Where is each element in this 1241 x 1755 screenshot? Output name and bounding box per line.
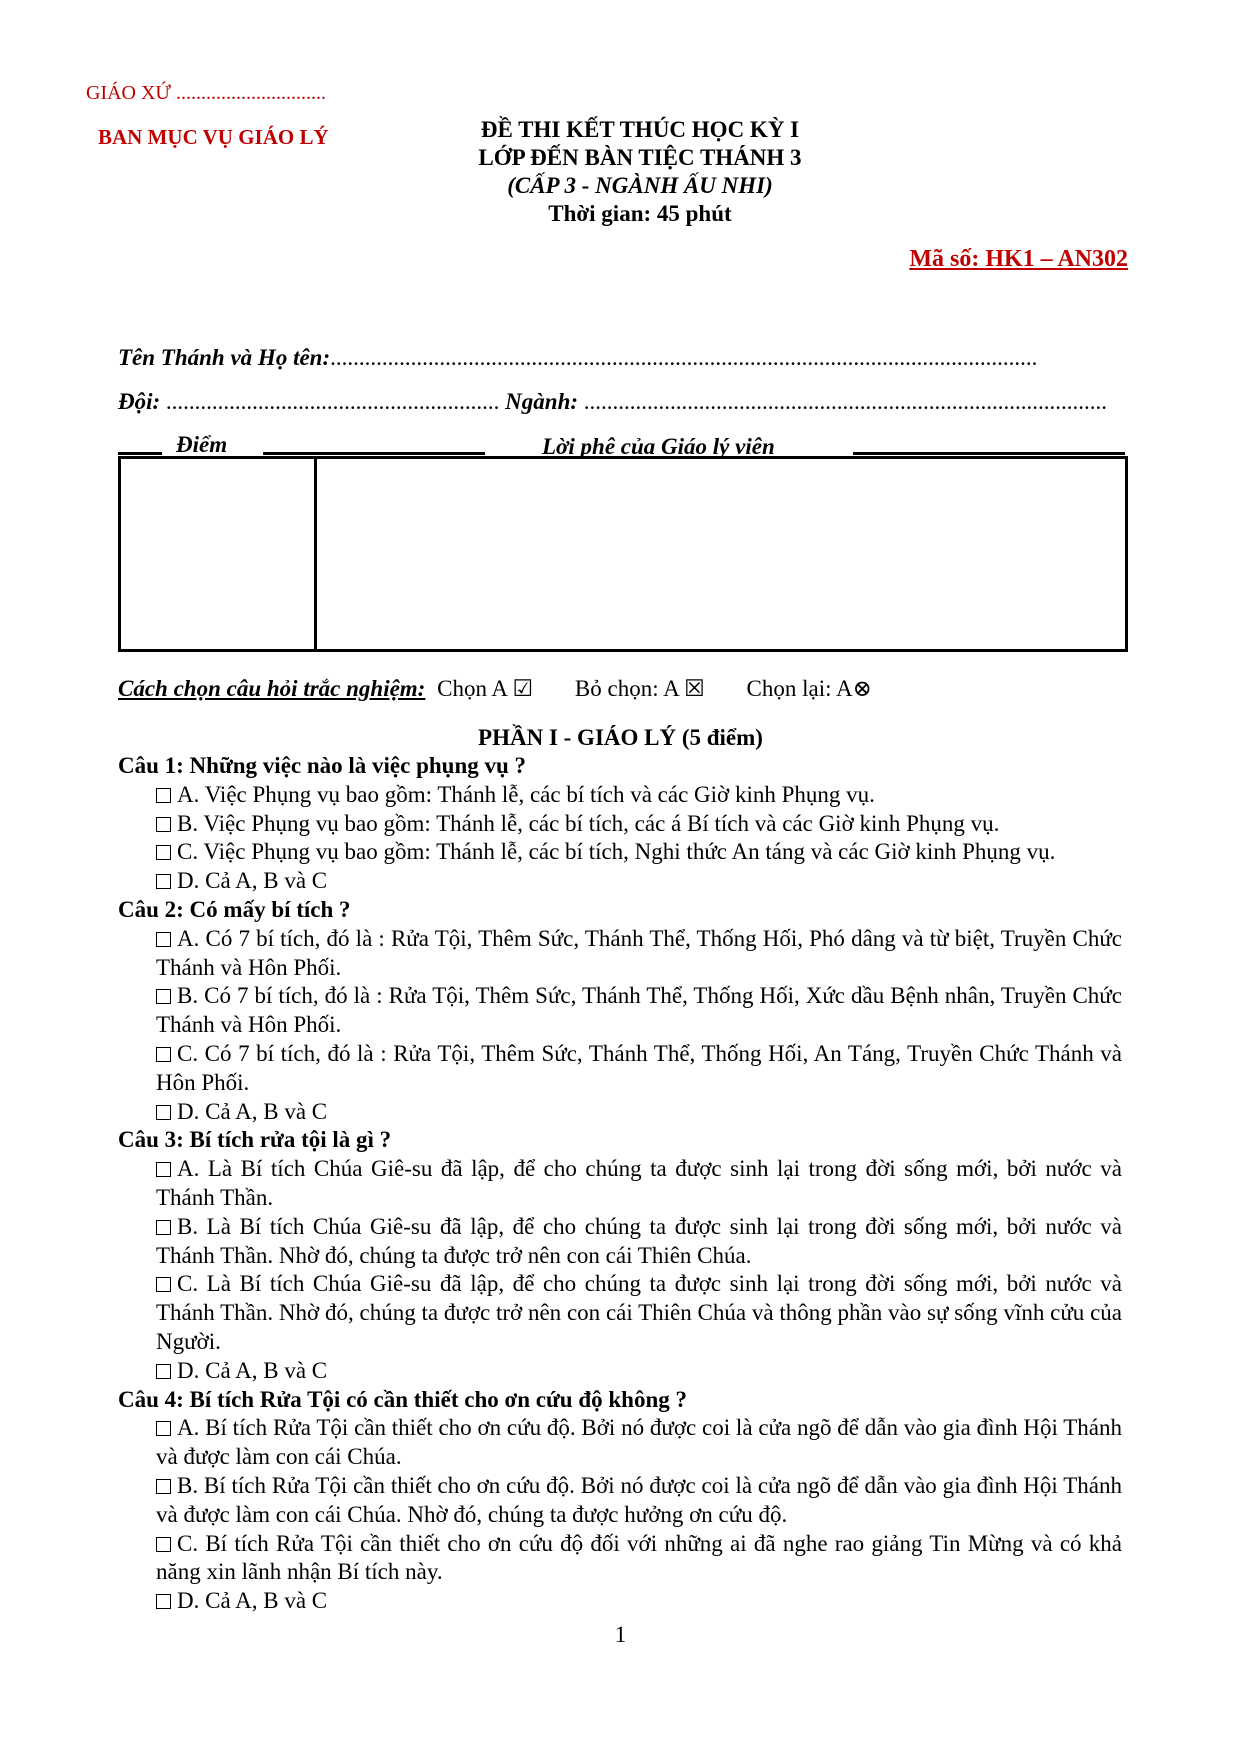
option-text: A. Là Bí tích Chúa Giê-su đã lập, để cho chúng ta được sinh lại trong đời sống mới, bởi nước và Thánh Thần. bbox=[156, 1156, 1122, 1210]
option-text: B. Có 7 bí tích, đó là : Rửa Tội, Thêm Sức, Thánh Thể, Thống Hối, Xức dầu Bệnh nhân, Truyền Chức Thánh và Hôn Phối. bbox=[156, 983, 1122, 1038]
method-label: Cách chọn câu hỏi trắc nghiệm: bbox=[118, 676, 426, 701]
checkbox-icon[interactable] bbox=[156, 1364, 171, 1379]
name-field[interactable] bbox=[118, 345, 1037, 371]
answer-option[interactable] bbox=[118, 925, 1122, 983]
option-text: B. Là Bí tích Chúa Giê-su đã lập, để cho chúng ta được sinh lại trong đời sống mới, bởi nước và Thánh Thần. Nhờ đó, chúng ta được trở nên con cái Thiên Chúa. bbox=[156, 1213, 1122, 1268]
question-3: Câu 3: Bí tích rửa tội là gì ? bbox=[118, 1127, 392, 1153]
branch-label: Ngành: bbox=[505, 389, 579, 414]
name-label: Tên Thánh và Họ tên: bbox=[118, 345, 331, 370]
answer-option[interactable] bbox=[118, 810, 1122, 839]
box-top-border-segment bbox=[263, 452, 485, 455]
checkbox-icon[interactable] bbox=[156, 1047, 171, 1062]
box-top-border-segment bbox=[853, 452, 1125, 455]
box-top-border-segment bbox=[118, 452, 162, 455]
checkbox-icon[interactable] bbox=[156, 1421, 171, 1436]
checkbox-icon[interactable] bbox=[156, 1537, 171, 1552]
checkbox-icon[interactable] bbox=[156, 817, 171, 832]
answer-option[interactable] bbox=[118, 781, 1122, 810]
team-branch-field[interactable] bbox=[118, 389, 1107, 415]
branch-dots: ........................................................................................... bbox=[583, 389, 1108, 414]
checkbox-icon[interactable] bbox=[156, 1479, 171, 1494]
score-label: Điểm bbox=[176, 432, 228, 457]
option-text: A. Bí tích Rửa Tội cần thiết cho ơn cứu độ. Bởi nó được coi là cửa ngõ để dẫn vào gia đình Hội Thánh và được làm con cái Chúa. bbox=[156, 1415, 1122, 1470]
name-dots: ........................................................................................................................... bbox=[330, 345, 1038, 370]
exam-duration: Thời gian: 45 phút bbox=[548, 201, 732, 226]
option-text: B. Bí tích Rửa Tội cần thiết cho ơn cứu độ. Bởi nó được coi là cửa ngõ để dẫn vào gia đình Hội Thánh và được làm con cái Chúa. Nhờ đó, chúng ta được hưởng ơn cứu độ. bbox=[156, 1472, 1122, 1527]
checkbox-icon[interactable] bbox=[156, 1220, 171, 1235]
answer-method-legend bbox=[118, 676, 872, 702]
parish-label: GIÁO XỨ .............................. bbox=[86, 82, 326, 104]
checkbox-icon[interactable] bbox=[156, 1162, 171, 1177]
method-unchoose: Bỏ chọn: A ☒ bbox=[574, 676, 705, 701]
answer-option[interactable] bbox=[118, 1040, 1122, 1098]
answer-option[interactable] bbox=[118, 1270, 1122, 1356]
option-text: D. Cả A, B và C bbox=[177, 868, 328, 894]
answer-option[interactable] bbox=[118, 838, 1122, 867]
question-list bbox=[118, 752, 1122, 1616]
method-choose: Chọn A ☑ bbox=[437, 676, 534, 701]
option-text: B. Việc Phụng vụ bao gồm: Thánh lễ, các bí tích, các á Bí tích và các Giờ kinh Phụng vụ. bbox=[177, 810, 1000, 836]
level-subtitle: (CẤP 3 - NGÀNH ẤU NHI) bbox=[507, 173, 773, 198]
option-text: C. Việc Phụng vụ bao gồm: Thánh lễ, các bí tích, Nghi thức An táng và các Giờ kinh Phụng vụ. bbox=[177, 839, 1056, 865]
checkbox-icon[interactable] bbox=[156, 874, 171, 889]
option-text: C. Bí tích Rửa Tội cần thiết cho ơn cứu độ đối với những ai đã nghe rao giảng Tin Mừng và có khả năng xin lãnh nhận Bí tích này. bbox=[156, 1530, 1122, 1585]
exam-title: ĐỀ THI KẾT THÚC HỌC KỲ I bbox=[480, 117, 800, 142]
answer-option[interactable] bbox=[118, 1414, 1122, 1472]
method-rechoose: Chọn lại: A⊗ bbox=[746, 676, 872, 701]
question-2: Câu 2: Có mấy bí tích ? bbox=[118, 896, 351, 922]
option-text: D. Cả A, B và C bbox=[177, 1588, 328, 1614]
checkbox-icon[interactable] bbox=[156, 788, 171, 803]
option-text: C. Là Bí tích Chúa Giê-su đã lập, để cho chúng ta được sinh lại trong đời sống mới, bởi nước và Thánh Thần. Nhờ đó, chúng ta được trở nên con cái Thiên Chúa và thông phần vào sự sống vĩnh cửu của Người. bbox=[156, 1271, 1122, 1354]
page-number: 1 bbox=[614, 1622, 627, 1647]
answer-option[interactable] bbox=[118, 1098, 1122, 1127]
checkbox-icon[interactable] bbox=[156, 845, 171, 860]
answer-option[interactable] bbox=[118, 982, 1122, 1040]
class-title: LỚP ĐẾN BÀN TIỆC THÁNH 3 bbox=[478, 145, 802, 170]
answer-option[interactable] bbox=[118, 867, 1122, 896]
answer-option[interactable] bbox=[118, 1472, 1122, 1530]
option-text: C. Có 7 bí tích, đó là : Rửa Tội, Thêm Sức, Thánh Thể, Thống Hối, An Táng, Truyền Chức Thánh và Hôn Phối. bbox=[156, 1040, 1122, 1095]
checkbox-icon[interactable] bbox=[156, 1277, 171, 1292]
team-dots: .......................................................... bbox=[165, 389, 500, 414]
score-box[interactable] bbox=[118, 456, 317, 652]
checkbox-icon[interactable] bbox=[156, 1594, 171, 1609]
part1-title: PHẦN I - GIÁO LÝ (5 điểm) bbox=[478, 725, 763, 750]
option-text: D. Cả A, B và C bbox=[177, 1357, 328, 1383]
answer-option[interactable] bbox=[118, 1587, 1122, 1616]
exam-title-block bbox=[380, 116, 900, 228]
option-text: D. Cả A, B và C bbox=[177, 1098, 328, 1124]
checkbox-icon[interactable] bbox=[156, 989, 171, 1004]
department-label: BAN MỤC VỤ GIÁO LÝ bbox=[98, 125, 329, 149]
option-text: A. Có 7 bí tích, đó là : Rửa Tội, Thêm Sức, Thánh Thể, Thống Hối, Phó dâng và từ biệt, Truyền Chức Thánh và Hôn Phối. bbox=[156, 925, 1122, 980]
team-label: Đội: bbox=[118, 389, 161, 414]
comment-box[interactable] bbox=[314, 456, 1128, 652]
answer-option[interactable] bbox=[118, 1530, 1122, 1588]
checkbox-icon[interactable] bbox=[156, 1105, 171, 1120]
option-text: A. Việc Phụng vụ bao gồm: Thánh lễ, các bí tích và các Giờ kinh Phụng vụ. bbox=[177, 781, 875, 807]
exam-code: Mã số: HK1 – AN302 bbox=[909, 246, 1128, 272]
comment-label: Lời phê của Giáo lý viên bbox=[542, 434, 775, 459]
answer-option[interactable] bbox=[118, 1213, 1122, 1271]
checkbox-icon[interactable] bbox=[156, 932, 171, 947]
answer-option[interactable] bbox=[118, 1357, 1122, 1386]
question-4: Câu 4: Bí tích Rửa Tội có cần thiết cho ơn cứu độ không ? bbox=[118, 1386, 687, 1412]
question-1: Câu 1: Những việc nào là việc phụng vụ ? bbox=[118, 753, 527, 778]
answer-option[interactable] bbox=[118, 1155, 1122, 1213]
